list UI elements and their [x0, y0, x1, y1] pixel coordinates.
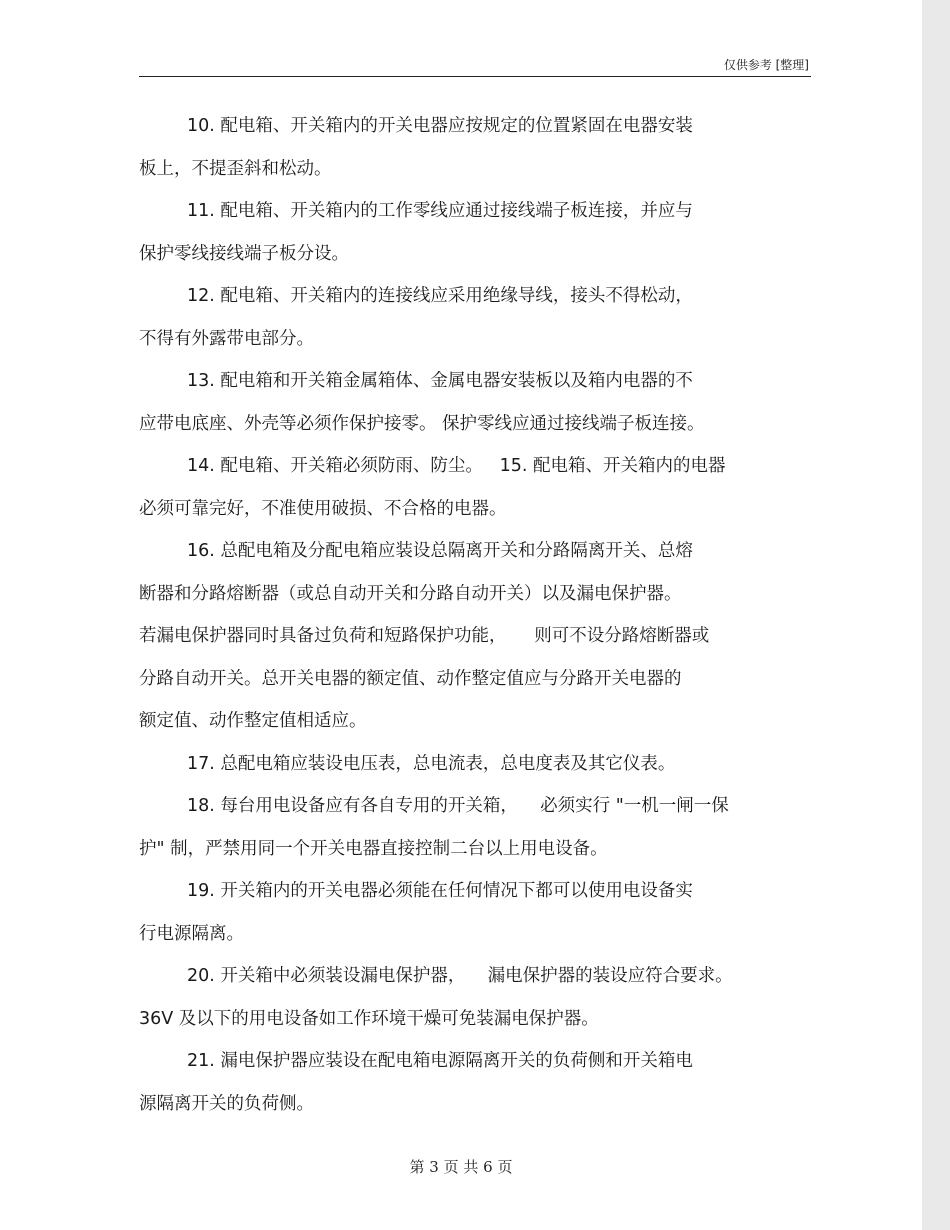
paragraph	[139, 743, 811, 786]
paragraph	[139, 445, 811, 530]
text-line: 20. 开关箱中必须装设漏电保护器， 漏电保护器的装设应符合要求。	[187, 966, 733, 986]
document-body	[139, 105, 811, 1125]
page-footer: 第 3 页 共 6 页	[409, 1158, 513, 1176]
text-line: 断器和分路熔断器（或总自动开关和分路自动开关）以及漏电保护器。	[139, 583, 682, 604]
text-line: 19. 开关箱内的开关电器必须能在任何情况下都可以使用电设备实	[187, 881, 693, 901]
paragraph	[139, 870, 811, 955]
text-line: 10. 配电箱、开关箱内的开关电器应按规定的位置紧固在电器安装	[187, 116, 693, 136]
text-line: 必须可靠完好，不准使用破损、不合格的电器。	[139, 498, 507, 519]
header-label: 仅供参考 [整理]	[723, 58, 809, 72]
text-line: 13. 配电箱和开关箱金属箱体、金属电器安装板以及箱内电器的不	[187, 371, 693, 391]
page-header	[139, 50, 811, 77]
text-line: 应带电底座、外壳等必须作保护接零。 保护零线应通过接线端子板连接。	[139, 413, 705, 434]
text-line: 护" 制，严禁用同一个开关电器直接控制二台以上用电设备。	[139, 838, 608, 859]
paragraph	[139, 1040, 811, 1125]
paragraph	[139, 105, 811, 190]
paragraph	[139, 785, 811, 870]
text-line: 分路自动开关。总开关电器的额定值、动作整定值应与分路开关电器的	[139, 668, 682, 689]
text-line: 18. 每台用电设备应有各自专用的开关箱， 必须实行 "一机一闸一保	[187, 796, 729, 816]
paragraph	[139, 955, 811, 1040]
text-line: 17. 总配电箱应装设电压表，总电流表，总电度表及其它仪表。	[187, 753, 676, 774]
text-line: 源隔离开关的负荷侧。	[139, 1093, 314, 1114]
text-line: 11. 配电箱、开关箱内的工作零线应通过接线端子板连接，并应与	[187, 201, 693, 221]
text-line: 不得有外露带电部分。	[139, 328, 314, 349]
text-line: 14. 配电箱、开关箱必须防雨、防尘。 15. 配电箱、开关箱内的电器	[187, 456, 726, 476]
text-line: 21. 漏电保护器应装设在配电箱电源隔离开关的负荷侧和开关箱电	[187, 1051, 693, 1071]
text-line: 板上，不提歪斜和松动。	[139, 158, 332, 179]
paragraph	[139, 190, 811, 275]
text-line: 36V 及以下的用电设备如工作环境干燥可免装漏电保护器。	[139, 1008, 599, 1029]
text-line: 若漏电保护器同时具备过负荷和短路保护功能， 则可不设分路熔断器或	[139, 626, 710, 646]
text-line: 12. 配电箱、开关箱内的连接线应采用绝缘导线，接头不得松动，	[187, 286, 693, 306]
text-line: 行电源隔离。	[139, 923, 244, 944]
text-line: 保护零线接线端子板分设。	[139, 243, 349, 264]
paragraph	[139, 275, 811, 360]
text-line: 额定值、动作整定值相适应。	[139, 711, 367, 731]
paragraph	[139, 530, 811, 743]
paragraph	[139, 360, 811, 445]
text-line: 16. 总配电箱及分配电箱应装设总隔离开关和分路隔离开关、总熔	[187, 541, 693, 561]
